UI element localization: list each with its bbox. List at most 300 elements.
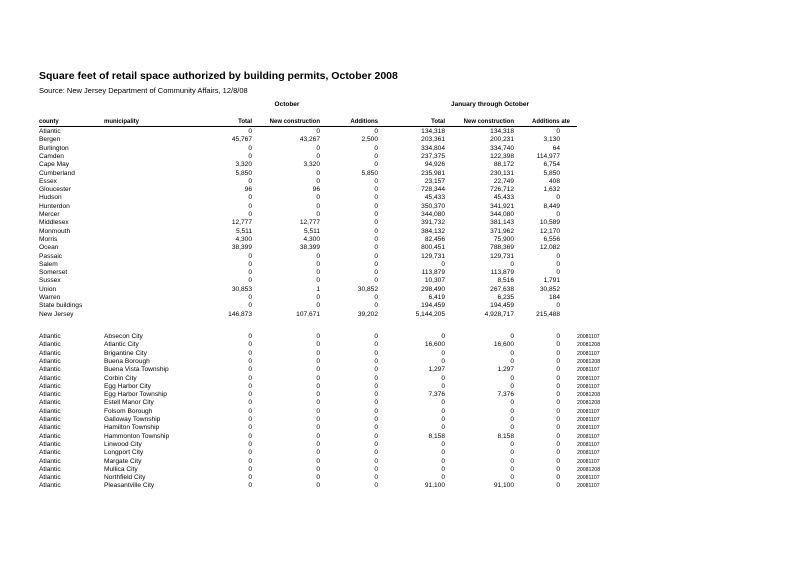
county-cell: Warren bbox=[39, 294, 61, 301]
oct-additions-cell: 0 bbox=[374, 244, 378, 252]
county-cell: State buildings bbox=[39, 302, 83, 310]
county-cell: Atlantic bbox=[39, 341, 61, 349]
county-cell: Union bbox=[39, 285, 57, 293]
county-cell: Camden bbox=[39, 152, 64, 160]
municipality-cell: Folsom Borough bbox=[104, 407, 153, 415]
ytd-additions-cell: 0 bbox=[556, 357, 560, 365]
county-cell: Gloucester bbox=[39, 186, 71, 194]
column-header-oct-additions: Additions bbox=[350, 119, 378, 125]
county-cell: Mercer bbox=[39, 211, 60, 218]
municipality-row bbox=[0, 458, 800, 466]
ytd-total-cell: 0 bbox=[441, 399, 445, 407]
municipality-row bbox=[0, 333, 800, 341]
county-cell: Somerset bbox=[39, 269, 68, 277]
oct-total-cell: 38,399 bbox=[231, 244, 252, 252]
date-code-cell: 20081107 bbox=[577, 483, 600, 490]
oct-new-cell: 3,320 bbox=[303, 161, 320, 169]
ytd-additions-cell: 0 bbox=[556, 382, 560, 390]
date-code-cell: 20081208 bbox=[577, 400, 601, 407]
municipality-cell: Galloway Township bbox=[104, 416, 161, 423]
ytd-new-cell: 91,100 bbox=[493, 482, 514, 490]
ytd-total-cell: 203,361 bbox=[421, 136, 445, 144]
ytd-new-cell: 788,369 bbox=[490, 244, 514, 252]
county-cell: Atlantic bbox=[39, 407, 61, 415]
municipality-row bbox=[0, 350, 800, 358]
county-row bbox=[0, 170, 800, 178]
ytd-total-cell: 728,344 bbox=[421, 186, 445, 194]
county-cell: New Jersey bbox=[39, 310, 74, 318]
county-row bbox=[0, 302, 800, 310]
ytd-additions-cell: 8,449 bbox=[543, 202, 560, 210]
oct-new-cell: 0 bbox=[316, 465, 320, 473]
oct-new-cell: 0 bbox=[316, 424, 320, 432]
date-code-cell: 20081107 bbox=[577, 475, 600, 482]
ytd-additions-cell: 1,791 bbox=[543, 277, 560, 285]
date-code-cell: 20081107 bbox=[577, 458, 600, 465]
oct-total-cell: 0 bbox=[248, 449, 252, 457]
ytd-new-cell: 0 bbox=[510, 465, 514, 473]
oct-total-cell: 0 bbox=[248, 302, 252, 310]
ytd-new-cell: 134,318 bbox=[490, 128, 514, 135]
oct-additions-cell: 0 bbox=[374, 482, 378, 490]
municipality-cell: Longport City bbox=[104, 449, 144, 457]
county-row bbox=[0, 128, 800, 136]
municipality-cell: Brigantine City bbox=[104, 349, 147, 357]
ytd-total-cell: 23,157 bbox=[424, 177, 445, 185]
oct-new-cell: 0 bbox=[316, 211, 320, 218]
ytd-total-cell: 391,732 bbox=[421, 219, 445, 227]
county-cell: Essex bbox=[39, 177, 57, 185]
county-row bbox=[0, 203, 800, 211]
county-row bbox=[0, 186, 800, 194]
ytd-new-cell: 0 bbox=[510, 407, 514, 415]
municipality-cell: Hammonton Township bbox=[104, 432, 170, 440]
ytd-new-cell: 88,172 bbox=[493, 161, 514, 169]
municipality-cell: Buena Vista Township bbox=[104, 366, 169, 374]
oct-new-cell: 0 bbox=[316, 269, 320, 277]
oct-total-cell: 0 bbox=[248, 474, 252, 482]
ytd-total-cell: 6,419 bbox=[428, 294, 445, 301]
county-cell: Atlantic bbox=[39, 416, 61, 423]
ytd-additions-cell: 0 bbox=[556, 333, 560, 340]
ytd-additions-cell: 0 bbox=[556, 194, 560, 202]
municipality-cell: Pleasantville City bbox=[104, 482, 155, 490]
report-title: Square feet of retail space authorized by building permits, October 2008 bbox=[39, 70, 398, 82]
oct-new-cell: 0 bbox=[316, 169, 320, 177]
municipality-cell: Mullica City bbox=[104, 465, 138, 473]
ytd-total-cell: 0 bbox=[441, 449, 445, 457]
oct-additions-cell: 0 bbox=[374, 407, 378, 415]
municipality-cell: Linwood City bbox=[104, 440, 142, 448]
oct-new-cell: 0 bbox=[316, 432, 320, 440]
date-code-cell: 20081107 bbox=[577, 425, 600, 432]
oct-total-cell: 0 bbox=[248, 202, 252, 210]
municipality-row bbox=[0, 482, 800, 490]
county-row bbox=[0, 277, 800, 285]
ytd-total-cell: 800,451 bbox=[421, 244, 445, 252]
oct-new-cell: 0 bbox=[316, 457, 320, 465]
county-row bbox=[0, 236, 800, 244]
oct-additions-cell: 5,850 bbox=[361, 169, 378, 177]
ytd-new-cell: 0 bbox=[510, 440, 514, 448]
county-cell: Monmouth bbox=[39, 227, 71, 235]
ytd-total-cell: 0 bbox=[441, 333, 445, 340]
county-cell: Cumberland bbox=[39, 169, 75, 177]
oct-additions-cell: 39,202 bbox=[357, 310, 378, 318]
oct-new-cell: 5,511 bbox=[303, 227, 320, 235]
ytd-additions-cell: 114,977 bbox=[536, 152, 560, 160]
oct-total-cell: 0 bbox=[248, 465, 252, 473]
oct-new-cell: 0 bbox=[316, 440, 320, 448]
municipality-row bbox=[0, 466, 800, 474]
municipality-row bbox=[0, 408, 800, 416]
ytd-total-cell: 0 bbox=[441, 424, 445, 432]
ytd-total-cell: 1,297 bbox=[428, 366, 445, 374]
ytd-new-cell: 230,131 bbox=[490, 169, 514, 177]
oct-new-cell: 0 bbox=[316, 260, 320, 268]
date-code-cell: 20081208 bbox=[577, 466, 601, 473]
ytd-additions-cell: 0 bbox=[556, 341, 560, 349]
ytd-new-cell: 334,740 bbox=[490, 144, 514, 152]
oct-total-cell: 0 bbox=[248, 440, 252, 448]
county-cell: Salem bbox=[39, 260, 58, 268]
municipality-cell: Hamilton Township bbox=[104, 424, 160, 432]
ytd-additions-cell: 0 bbox=[556, 366, 560, 374]
county-row bbox=[0, 161, 800, 169]
date-code-cell: 20081107 bbox=[577, 433, 600, 440]
county-cell: Atlantic bbox=[39, 374, 61, 382]
oct-new-cell: 0 bbox=[316, 341, 320, 349]
ytd-total-cell: 5,144,205 bbox=[415, 310, 445, 318]
oct-total-cell: 0 bbox=[248, 260, 252, 268]
oct-new-cell: 0 bbox=[316, 177, 320, 185]
oct-additions-cell: 0 bbox=[374, 277, 378, 285]
county-row bbox=[0, 145, 800, 153]
county-row bbox=[0, 294, 800, 302]
oct-new-cell: 0 bbox=[316, 482, 320, 490]
date-code-cell: 20081107 bbox=[577, 334, 600, 340]
oct-additions-cell: 0 bbox=[374, 440, 378, 448]
ytd-additions-cell: 0 bbox=[556, 260, 560, 268]
oct-total-cell: 0 bbox=[248, 128, 252, 135]
ytd-additions-cell: 0 bbox=[556, 432, 560, 440]
ytd-new-cell: 0 bbox=[510, 457, 514, 465]
ytd-total-cell: 0 bbox=[441, 382, 445, 390]
oct-additions-cell: 0 bbox=[374, 349, 378, 357]
oct-total-cell: 0 bbox=[248, 457, 252, 465]
county-cell: Atlantic bbox=[39, 366, 61, 374]
oct-additions-cell: 0 bbox=[374, 252, 378, 260]
municipality-cell: Atlantic City bbox=[104, 341, 139, 349]
ytd-total-cell: 0 bbox=[441, 474, 445, 482]
ytd-new-cell: 122,398 bbox=[490, 152, 514, 160]
oct-total-cell: 0 bbox=[248, 366, 252, 374]
municipality-row bbox=[0, 433, 800, 441]
ytd-additions-cell: 0 bbox=[556, 416, 560, 423]
ytd-new-cell: 45,433 bbox=[493, 194, 514, 202]
oct-additions-cell: 0 bbox=[374, 366, 378, 374]
oct-new-cell: 96 bbox=[312, 186, 320, 194]
municipality-row bbox=[0, 383, 800, 391]
ytd-additions-cell: 0 bbox=[556, 374, 560, 382]
ytd-total-cell: 94,926 bbox=[424, 161, 445, 169]
ytd-additions-cell: 0 bbox=[556, 457, 560, 465]
oct-total-cell: 0 bbox=[248, 374, 252, 382]
oct-additions-cell: 0 bbox=[374, 161, 378, 169]
ytd-total-cell: 0 bbox=[441, 416, 445, 423]
ytd-total-cell: 91,100 bbox=[424, 482, 445, 490]
oct-new-cell: 0 bbox=[316, 294, 320, 301]
oct-additions-cell: 0 bbox=[374, 219, 378, 227]
ytd-additions-cell: 12,170 bbox=[539, 227, 560, 235]
ytd-total-cell: 0 bbox=[441, 465, 445, 473]
oct-additions-cell: 0 bbox=[374, 465, 378, 473]
municipality-row bbox=[0, 424, 800, 432]
oct-additions-cell: 0 bbox=[374, 260, 378, 268]
county-cell: Atlantic bbox=[39, 399, 61, 407]
municipality-cell: Egg Harbor City bbox=[104, 382, 151, 390]
oct-total-cell: 0 bbox=[248, 152, 252, 160]
ytd-total-cell: 0 bbox=[441, 374, 445, 382]
date-code-cell: 20081107 bbox=[577, 417, 600, 423]
ytd-total-cell: 10,307 bbox=[424, 277, 445, 285]
ytd-new-cell: 341,921 bbox=[490, 202, 514, 210]
ytd-new-cell: 381,143 bbox=[490, 219, 514, 227]
oct-total-cell: 4,300 bbox=[235, 235, 252, 243]
oct-new-cell: 0 bbox=[316, 374, 320, 382]
oct-additions-cell: 0 bbox=[374, 194, 378, 202]
oct-additions-cell: 0 bbox=[374, 152, 378, 160]
ytd-additions-cell: 0 bbox=[556, 474, 560, 482]
ytd-total-cell: 237,375 bbox=[421, 152, 445, 160]
ytd-additions-cell: 6,556 bbox=[543, 235, 560, 243]
ytd-new-cell: 267,638 bbox=[490, 285, 514, 293]
ytd-new-cell: 0 bbox=[510, 449, 514, 457]
ytd-new-cell: 129,731 bbox=[490, 252, 514, 260]
county-cell: Hunterdon bbox=[39, 202, 70, 210]
ytd-total-cell: 82,456 bbox=[424, 235, 445, 243]
oct-total-cell: 0 bbox=[248, 432, 252, 440]
ytd-additions-cell: 0 bbox=[556, 391, 560, 399]
oct-total-cell: 0 bbox=[248, 144, 252, 152]
oct-new-cell: 0 bbox=[316, 416, 320, 423]
county-cell: Atlantic bbox=[39, 357, 61, 365]
ytd-new-cell: 4,928,717 bbox=[484, 310, 514, 318]
municipality-cell: Buena Borough bbox=[104, 357, 150, 365]
oct-total-cell: 0 bbox=[248, 252, 252, 260]
county-row bbox=[0, 244, 800, 252]
ytd-new-cell: 6,235 bbox=[497, 294, 514, 301]
ytd-new-cell: 16,600 bbox=[493, 341, 514, 349]
ytd-new-cell: 0 bbox=[510, 374, 514, 382]
municipality-cell: Northfield City bbox=[104, 474, 146, 482]
municipality-row bbox=[0, 441, 800, 449]
county-row bbox=[0, 261, 800, 269]
ytd-total-cell: 344,080 bbox=[421, 211, 445, 218]
oct-total-cell: 0 bbox=[248, 294, 252, 301]
oct-new-cell: 0 bbox=[316, 366, 320, 374]
ytd-new-cell: 344,080 bbox=[490, 211, 514, 218]
ytd-new-cell: 22,749 bbox=[493, 177, 514, 185]
county-row bbox=[0, 219, 800, 227]
oct-total-cell: 30,853 bbox=[231, 285, 252, 293]
oct-new-cell: 0 bbox=[316, 302, 320, 310]
date-code-cell: 20081107 bbox=[577, 350, 600, 357]
oct-additions-cell: 0 bbox=[374, 399, 378, 407]
oct-additions-cell: 0 bbox=[374, 177, 378, 185]
county-row bbox=[0, 286, 800, 294]
oct-additions-cell: 0 bbox=[374, 474, 378, 482]
county-row bbox=[0, 311, 800, 319]
header-rule bbox=[39, 126, 577, 127]
ytd-additions-cell: 5,850 bbox=[543, 169, 560, 177]
oct-new-cell: 43,267 bbox=[299, 136, 320, 144]
oct-additions-cell: 0 bbox=[374, 457, 378, 465]
oct-total-cell: 0 bbox=[248, 416, 252, 423]
county-cell: Atlantic bbox=[39, 465, 61, 473]
report-source: Source: New Jersey Department of Community Affairs, 12/8/08 bbox=[39, 86, 248, 95]
ytd-additions-cell: 0 bbox=[556, 465, 560, 473]
ytd-new-cell: 371,962 bbox=[490, 227, 514, 235]
ytd-total-cell: 384,132 bbox=[421, 227, 445, 235]
ytd-new-cell: 0 bbox=[510, 474, 514, 482]
ytd-new-cell: 75,900 bbox=[493, 235, 514, 243]
ytd-new-cell: 8,158 bbox=[497, 432, 514, 440]
oct-additions-cell: 0 bbox=[374, 269, 378, 277]
municipality-row bbox=[0, 341, 800, 349]
oct-total-cell: 0 bbox=[248, 382, 252, 390]
group-header-ytd: January through October bbox=[450, 101, 529, 108]
oct-new-cell: 4,300 bbox=[303, 235, 320, 243]
column-header-municipality: municipality bbox=[104, 119, 140, 125]
municipality-row bbox=[0, 449, 800, 457]
ytd-new-cell: 1,297 bbox=[497, 366, 514, 374]
ytd-additions-cell: 0 bbox=[556, 211, 560, 218]
oct-new-cell: 0 bbox=[316, 333, 320, 340]
municipality-row bbox=[0, 391, 800, 399]
ytd-new-cell: 0 bbox=[510, 382, 514, 390]
ytd-additions-cell: 184 bbox=[548, 294, 560, 301]
county-row bbox=[0, 253, 800, 261]
oct-new-cell: 0 bbox=[316, 194, 320, 202]
county-cell: Atlantic bbox=[39, 457, 61, 465]
date-code-cell: 20081107 bbox=[577, 383, 600, 390]
ytd-additions-cell: 1,632 bbox=[543, 186, 560, 194]
municipality-cell: Estell Manor City bbox=[104, 399, 154, 407]
column-header-oct-total: Total bbox=[238, 119, 252, 125]
date-code-cell: 20081208 bbox=[577, 358, 601, 365]
oct-additions-cell: 0 bbox=[374, 202, 378, 210]
oct-additions-cell: 2,500 bbox=[361, 136, 378, 144]
oct-new-cell: 1 bbox=[316, 285, 320, 293]
county-cell: Atlantic bbox=[39, 333, 61, 340]
county-cell: Ocean bbox=[39, 244, 59, 252]
oct-total-cell: 0 bbox=[248, 407, 252, 415]
ytd-additions-cell: 3,130 bbox=[543, 136, 560, 144]
oct-new-cell: 12,777 bbox=[299, 219, 320, 227]
oct-additions-cell: 0 bbox=[374, 227, 378, 235]
oct-additions-cell: 0 bbox=[374, 294, 378, 301]
ytd-total-cell: 8,158 bbox=[428, 432, 445, 440]
oct-additions-cell: 0 bbox=[374, 128, 378, 135]
county-cell: Atlantic bbox=[39, 440, 61, 448]
ytd-total-cell: 0 bbox=[441, 357, 445, 365]
column-header-ytd-new: New construction bbox=[463, 119, 514, 125]
oct-new-cell: 107,671 bbox=[296, 310, 320, 318]
ytd-additions-cell: 0 bbox=[556, 349, 560, 357]
ytd-new-cell: 0 bbox=[510, 399, 514, 407]
ytd-additions-cell: 0 bbox=[556, 399, 560, 407]
ytd-additions-cell: 0 bbox=[556, 449, 560, 457]
county-row bbox=[0, 194, 800, 202]
oct-new-cell: 0 bbox=[316, 152, 320, 160]
municipality-row bbox=[0, 474, 800, 482]
oct-additions-cell: 0 bbox=[374, 333, 378, 340]
oct-additions-cell: 0 bbox=[374, 302, 378, 310]
oct-new-cell: 38,399 bbox=[299, 244, 320, 252]
oct-total-cell: 0 bbox=[248, 194, 252, 202]
group-header-october: October bbox=[274, 101, 300, 108]
oct-total-cell: 0 bbox=[248, 211, 252, 218]
ytd-additions-cell: 408 bbox=[548, 177, 560, 185]
date-code-cell: 20081107 bbox=[577, 367, 600, 374]
county-cell: Bergen bbox=[39, 136, 61, 144]
municipality-row bbox=[0, 375, 800, 383]
date-code-cell: 20081107 bbox=[577, 441, 600, 448]
oct-new-cell: 0 bbox=[316, 252, 320, 260]
oct-additions-cell: 0 bbox=[374, 382, 378, 390]
ytd-additions-cell: 0 bbox=[556, 302, 560, 310]
ytd-new-cell: 0 bbox=[510, 357, 514, 365]
oct-new-cell: 0 bbox=[316, 449, 320, 457]
oct-total-cell: 0 bbox=[248, 391, 252, 399]
oct-additions-cell: 0 bbox=[374, 211, 378, 218]
oct-additions-cell: 30,852 bbox=[357, 285, 378, 293]
oct-new-cell: 0 bbox=[316, 407, 320, 415]
oct-additions-cell: 0 bbox=[374, 416, 378, 423]
oct-total-cell: 0 bbox=[248, 333, 252, 340]
oct-total-cell: 0 bbox=[248, 399, 252, 407]
oct-new-cell: 0 bbox=[316, 391, 320, 399]
oct-total-cell: 0 bbox=[248, 424, 252, 432]
column-header-oct-new: New construction bbox=[269, 119, 320, 125]
county-cell: Atlantic bbox=[39, 391, 61, 399]
municipality-cell: Corbin City bbox=[104, 374, 137, 382]
ytd-additions-cell: 0 bbox=[556, 482, 560, 490]
ytd-additions-cell: 30,852 bbox=[539, 285, 560, 293]
oct-additions-cell: 0 bbox=[374, 424, 378, 432]
oct-additions-cell: 0 bbox=[374, 341, 378, 349]
municipality-row bbox=[0, 358, 800, 366]
date-code-cell: 20081107 bbox=[577, 450, 600, 457]
oct-new-cell: 0 bbox=[316, 474, 320, 482]
date-code-cell: 20081107 bbox=[577, 375, 600, 382]
oct-additions-cell: 0 bbox=[374, 144, 378, 152]
county-row bbox=[0, 228, 800, 236]
ytd-total-cell: 7,376 bbox=[428, 391, 445, 399]
oct-additions-cell: 0 bbox=[374, 391, 378, 399]
ytd-new-cell: 726,712 bbox=[490, 186, 514, 194]
oct-additions-cell: 0 bbox=[374, 374, 378, 382]
oct-additions-cell: 0 bbox=[374, 357, 378, 365]
county-cell: Atlantic bbox=[39, 482, 61, 490]
ytd-total-cell: 16,600 bbox=[424, 341, 445, 349]
oct-total-cell: 0 bbox=[248, 482, 252, 490]
ytd-additions-cell: 0 bbox=[556, 252, 560, 260]
ytd-new-cell: 200,231 bbox=[490, 136, 514, 144]
oct-total-cell: 0 bbox=[248, 277, 252, 285]
column-header-ytd-total: Total bbox=[431, 119, 445, 125]
